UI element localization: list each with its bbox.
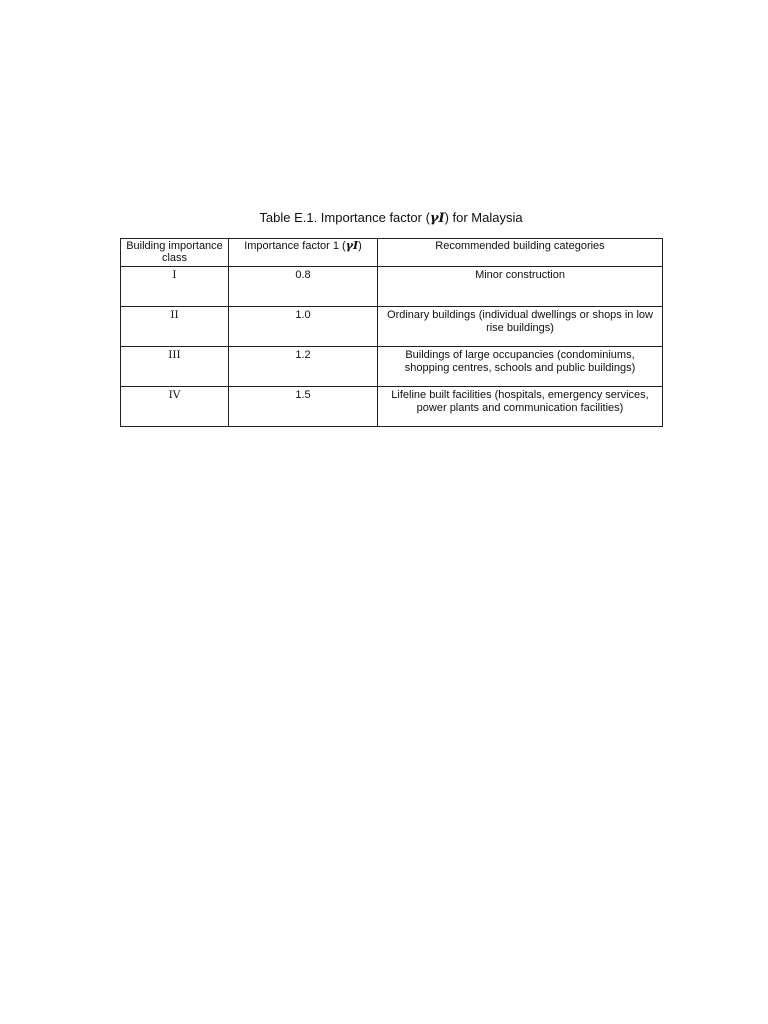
header-factor-symbol: γI (345, 239, 359, 252)
header-factor-suffix: ) (358, 240, 362, 252)
header-building-importance-class: Building importance class (121, 239, 229, 267)
table-row (121, 387, 663, 427)
class-cell: I (121, 267, 229, 307)
caption-suffix: ) for Malaysia (444, 210, 523, 225)
header-row (121, 239, 663, 267)
class-cell: IV (121, 387, 229, 427)
header-factor-prefix: Importance factor 1 ( (244, 240, 346, 252)
table-row (121, 347, 663, 387)
table-row (121, 307, 663, 347)
category-cell: Buildings of large occupancies (condominiums, shopping centres, schools and public buildings) (378, 347, 663, 387)
category-cell: Lifeline built facilities (hospitals, emergency services, power plants and communication facilities) (378, 387, 663, 427)
factor-cell: 1.2 (229, 347, 378, 387)
caption-symbol: γI (429, 211, 445, 226)
category-cell: Minor construction (378, 267, 663, 307)
class-cell: III (121, 347, 229, 387)
header-recommended-categories: Recommended building categories (378, 239, 663, 267)
header-importance-factor (229, 239, 378, 267)
caption-prefix: Table E.1. Importance factor ( (259, 210, 430, 225)
importance-factor-table (120, 238, 663, 427)
table-caption (120, 209, 662, 228)
class-cell: II (121, 307, 229, 347)
factor-cell: 1.0 (229, 307, 378, 347)
factor-cell: 0.8 (229, 267, 378, 307)
category-cell: Ordinary buildings (individual dwellings or shops in low rise buildings) (378, 307, 663, 347)
factor-cell: 1.5 (229, 387, 378, 427)
table-row (121, 267, 663, 307)
